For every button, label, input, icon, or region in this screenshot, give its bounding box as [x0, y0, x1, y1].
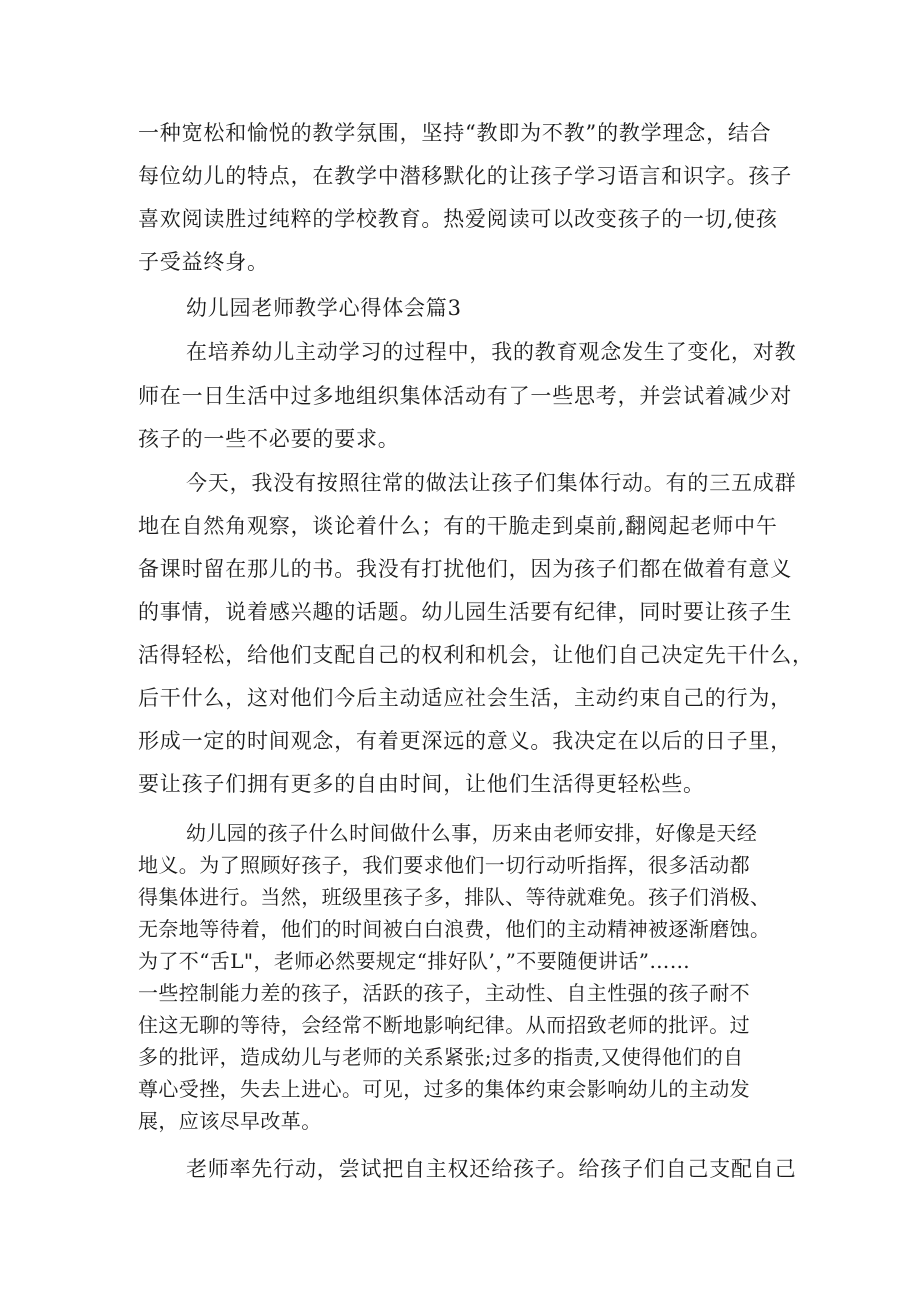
text-line: 形成一定的时间观念，有着更深远的意义。我决定在以后的日子里， — [138, 729, 792, 753]
text-line: 幼儿园的孩子什么时间做什么事，历来由老师安排，好像是天经 — [186, 821, 758, 845]
text-line: 在培养幼儿主动学习的过程中，我的教育观念发生了变化，对教 — [186, 340, 797, 364]
text-line: 多的批评，造成幼儿与老师的关系紧张;过多的指责,又使得他们的自 — [138, 1045, 744, 1069]
text-line: 今天，我没有按照往常的做法让孩子们集体行动。有的三五成群 — [186, 471, 797, 495]
text-line: 每位幼儿的特点，在教学中潜移默化的让孩子学习语言和识字。孩子 — [138, 164, 792, 188]
text-line: 展，应该尽早改革。 — [138, 1109, 322, 1133]
text-line: 一些控制能力差的孩子，活跃的孩子，主动性、自主性强的孩子耐不 — [138, 981, 750, 1005]
text-line: 孩子的一些不必要的要求。 — [138, 427, 400, 451]
text-line: 尊心受挫，失去上进心。可见，过多的集体约束会影响幼儿的主动发 — [138, 1077, 750, 1101]
text-line: 得集体进行。当然，班级里孩子多，排队、等待就难免。孩子们消极、 — [138, 885, 771, 909]
text-line: 的事情，说着感兴趣的话题。幼儿园生活要有纪律，同时要让孩子生 — [138, 600, 792, 624]
text-line: 地义。为了照顾好孩子，我们要求他们一切行动听指挥，很多活动都 — [138, 853, 750, 877]
text-line: 住这无聊的等待，会经常不断地影响纪律。从而招致老师的批评。过 — [138, 1013, 750, 1037]
text-line: 无奈地等待着，他们的时间被白白浪费，他们的主动精神被逐渐磨蚀。 — [138, 917, 771, 941]
text-line: 一种宽松和愉悦的教学氛围，坚持“教即为不教”的教学理念，结合 — [138, 121, 772, 145]
text-line: 师在一日生活中过多地组织集体活动有了一些思考，并尝试着减少对 — [138, 384, 792, 408]
text-line: 要让孩子们拥有更多的自由时间，让他们生活得更轻松些。 — [138, 772, 705, 796]
text-line: 地在自然角观察，谈论着什么；有的干脆走到桌前,翻阅起老师中午 — [138, 514, 778, 538]
section-heading: 幼儿园老师教学心得体会篇3 — [186, 296, 462, 320]
text-line: 喜欢阅读胜过纯粹的学校教育。热爱阅读可以改变孩子的一切,使孩 — [138, 207, 778, 231]
text-line: 备课时留在那儿的书。我没有打扰他们，因为孩子们都在做着有意义 — [138, 557, 792, 581]
text-line: 子受益终身。 — [138, 250, 269, 274]
text-line: 为了不“舌L"，老师必然要规定“排好队’，”不要随便讲话”…… — [138, 949, 691, 973]
text-line: 活得轻松，给他们支配自己的权利和机会，让他们自己决定先干什么， — [138, 643, 814, 667]
text-line: 后干什么，这对他们今后主动适应社会生活，主动约束自己的行为， — [138, 686, 792, 710]
text-line: 老师率先行动，尝试把自主权还给孩子。给孩子们自己支配自己 — [186, 1157, 797, 1181]
